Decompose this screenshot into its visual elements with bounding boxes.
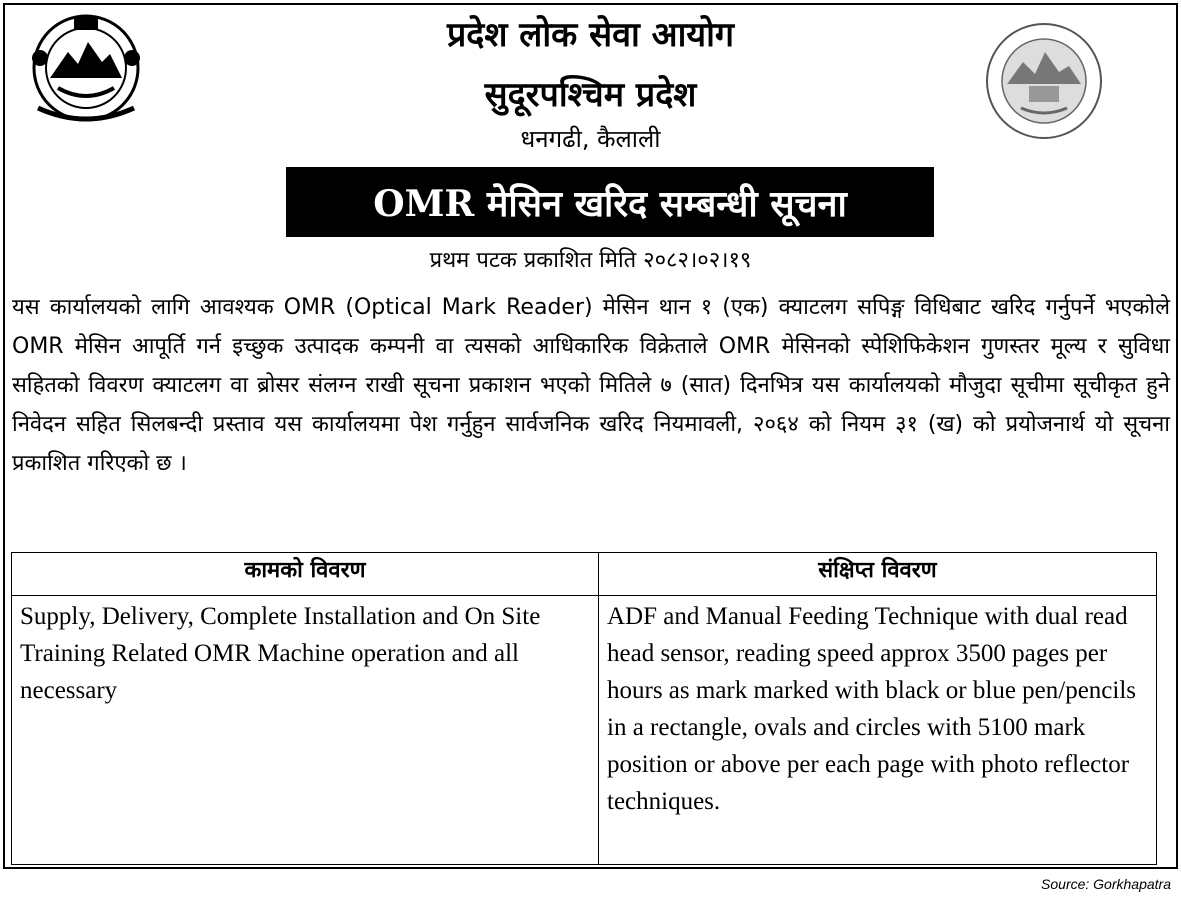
commission-title: प्रदेश लोक सेवा आयोग (446, 15, 735, 55)
notice-body: यस कार्यालयको लागि आवश्यक OMR (Optical Mark Reader) मेसिन थान १ (एक) क्याटलग सपिङ्ग विधिबाट खरिद गर्नुपर्ने भएकोले OMR मेसिन आपूर्ति गर्न इच्छुक उत्पादक कम्पनी वा त्यसको आधिकारिक विक्रेताले OMR मेसिनको स्पेशिफिकेशन गुणस्तर मूल्य र सुविधा सहितको विवरण क्याटलग वा ब्रोसर संलग्न राखी सूचना प्रकाशन भएको मितिले ७ (सात) दिनभित्र यस कार्यालयको मौजुदा सूचीमा सूचीकृत हुने निवेदन सहित सिलबन्दी प्रस्ताव यस कार्यालयमा पेश गर्नुहुन सार्वजनिक खरिद नियमावली, २०६४ को नियम ३१ (ख) को प्रयोजनार्थ यो सूचना प्रकाशित गरिएको छ । (12, 295, 1170, 476)
summary-description-cell: ADF and Manual Feeding Technique with dual read head sensor, reading speed approx 3500 pages per hours as mark marked with black or blue pen/pencils in a rectangle, ovals and circles with 5100 mark position or above per each page with photo reflector techniques. (599, 596, 1157, 865)
notice-banner (286, 167, 934, 237)
notice-banner-title: OMR मेसिन खरिद सम्बन्धी सूचना (373, 182, 847, 225)
work-description-header: कामको विवरण (12, 553, 599, 596)
table-row (12, 596, 1157, 865)
province-title: सुदूरपश्चिम प्रदेश (484, 75, 697, 115)
summary-description-header: संक्षिप्त विवरण (599, 553, 1157, 596)
table-header-row (12, 553, 1157, 596)
work-description-cell: Supply, Delivery, Complete Installation and On Site Training Related OMR Machine operation and all necessary (12, 596, 599, 865)
publication-date: प्रथम पटक प्रकाशित मिति २०८२।०२।१९ (429, 248, 752, 273)
location-title: धनगढी, कैलाली (520, 125, 661, 153)
specification-table (11, 552, 1157, 865)
source-credit: Source: Gorkhapatra (1041, 876, 1171, 892)
